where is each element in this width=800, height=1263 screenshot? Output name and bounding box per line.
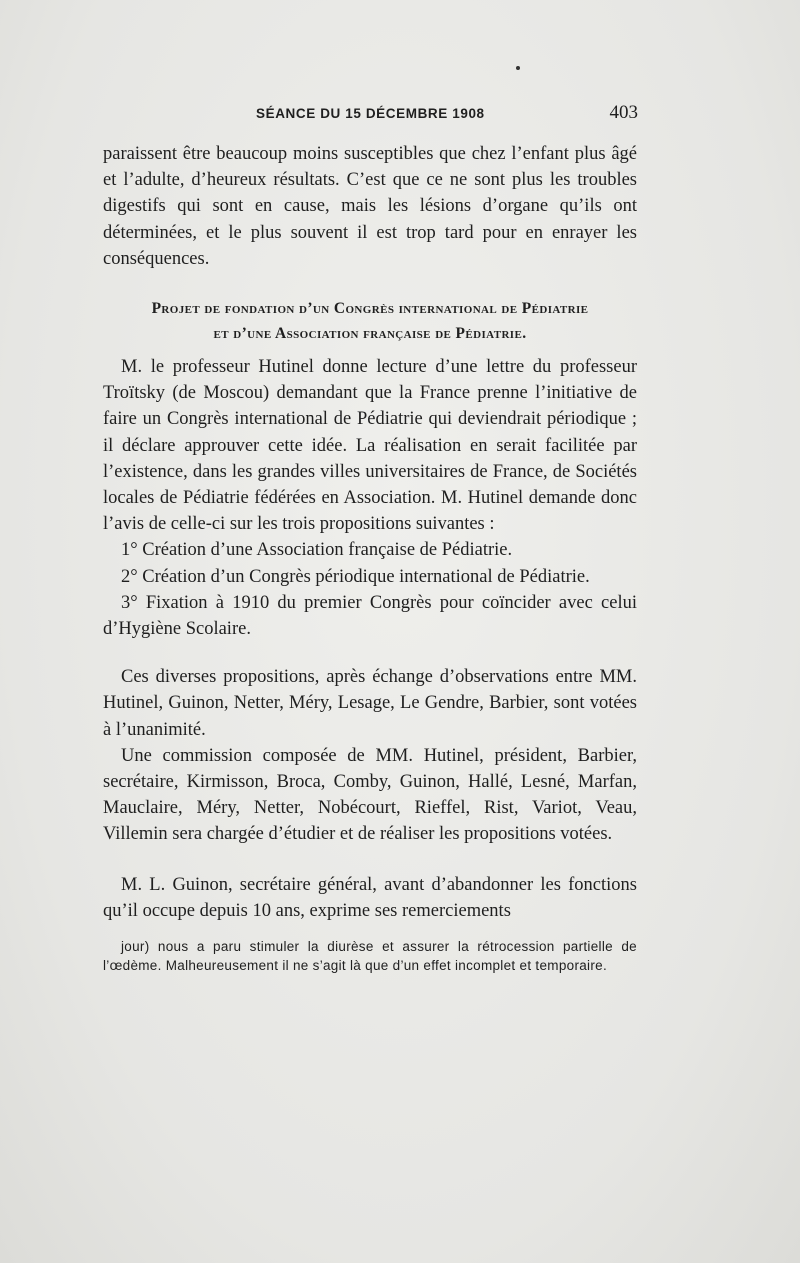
paragraph-commission: Une commission composée de MM. Hutinel, président, Barbier, secrétaire, Kirmisson, Broca, Comby, Guinon, Hallé, Lesné, Marfan, Mauclaire, Méry, Netter, Nobécourt, Rieffel, Rist, Variot, Veau, Villemin sera chargée d’étudier et de réaliser les propositions votées.: [103, 745, 637, 845]
page-header: [102, 104, 638, 128]
running-head: SÉANCE DU 15 DÉCEMBRE 1908: [256, 106, 485, 121]
paragraph-guinon: M. L. Guinon, secrétaire général, avant d’abandonner les fonctions qu’il occupe depuis 10 ans, exprime ses remerciements: [103, 874, 637, 921]
footnote: jour) nous a paru stimuler la diurèse et assurer la rétrocession partielle de l’œdème. Malheureusement il ne s’agit là que d’un effet incomplet et temporaire.: [103, 939, 637, 973]
proposition-2: 2° Création d’un Congrès périodique international de Pédiatrie.: [121, 566, 590, 587]
paragraph-vote: Ces diverses propositions, après échange d’observations entre MM. Hutinel, Guinon, Netter, Méry, Lesage, Le Gendre, Barbier, sont votées à l’unanimité.: [103, 667, 637, 740]
page-body: [103, 141, 637, 976]
section-heading-line-2: et d’une Association française de Pédiatrie.: [213, 325, 527, 343]
ink-speck: [516, 66, 520, 70]
proposition-3: 3° Fixation à 1910 du premier Congrès pour coïncider avec celui d’Hygiène Scolaire.: [103, 592, 637, 640]
proposition-1: 1° Création d’une Association française de Pédiatrie.: [121, 540, 513, 561]
paragraph-continuation: paraissent être beaucoup moins susceptibles que chez l’enfant plus âgé et l’adulte, d’heureux résultats. C’est que ce ne sont plus les troubles digestifs qui sont en cause, mais les lésions d’organe qu’ils ont déterminées, et le plus souvent il est trop tard pour en enrayer les conséquences.: [103, 144, 637, 269]
section-heading: [103, 296, 637, 346]
section-heading-line-1: Projet de fondation d’un Congrès international de Pédiatrie: [151, 300, 589, 318]
page-number: 403: [609, 102, 638, 123]
paragraph-hutinel-letter: M. le professeur Hutinel donne lecture d’une lettre du professeur Troïtsky (de Moscou) demandant que la France prenne l’initiative de faire un Congrès international de Pédiatrie qui deviendrait périodique ; il déclare approuver cette idée. La réalisation en serait facilitée par l’existence, dans les grandes villes universitaires de France, de Sociétés locales de Pédiatrie fédérées en Association. M. Hutinel demande donc l’avis de celle-ci sur les trois propositions suivantes :: [103, 357, 637, 535]
